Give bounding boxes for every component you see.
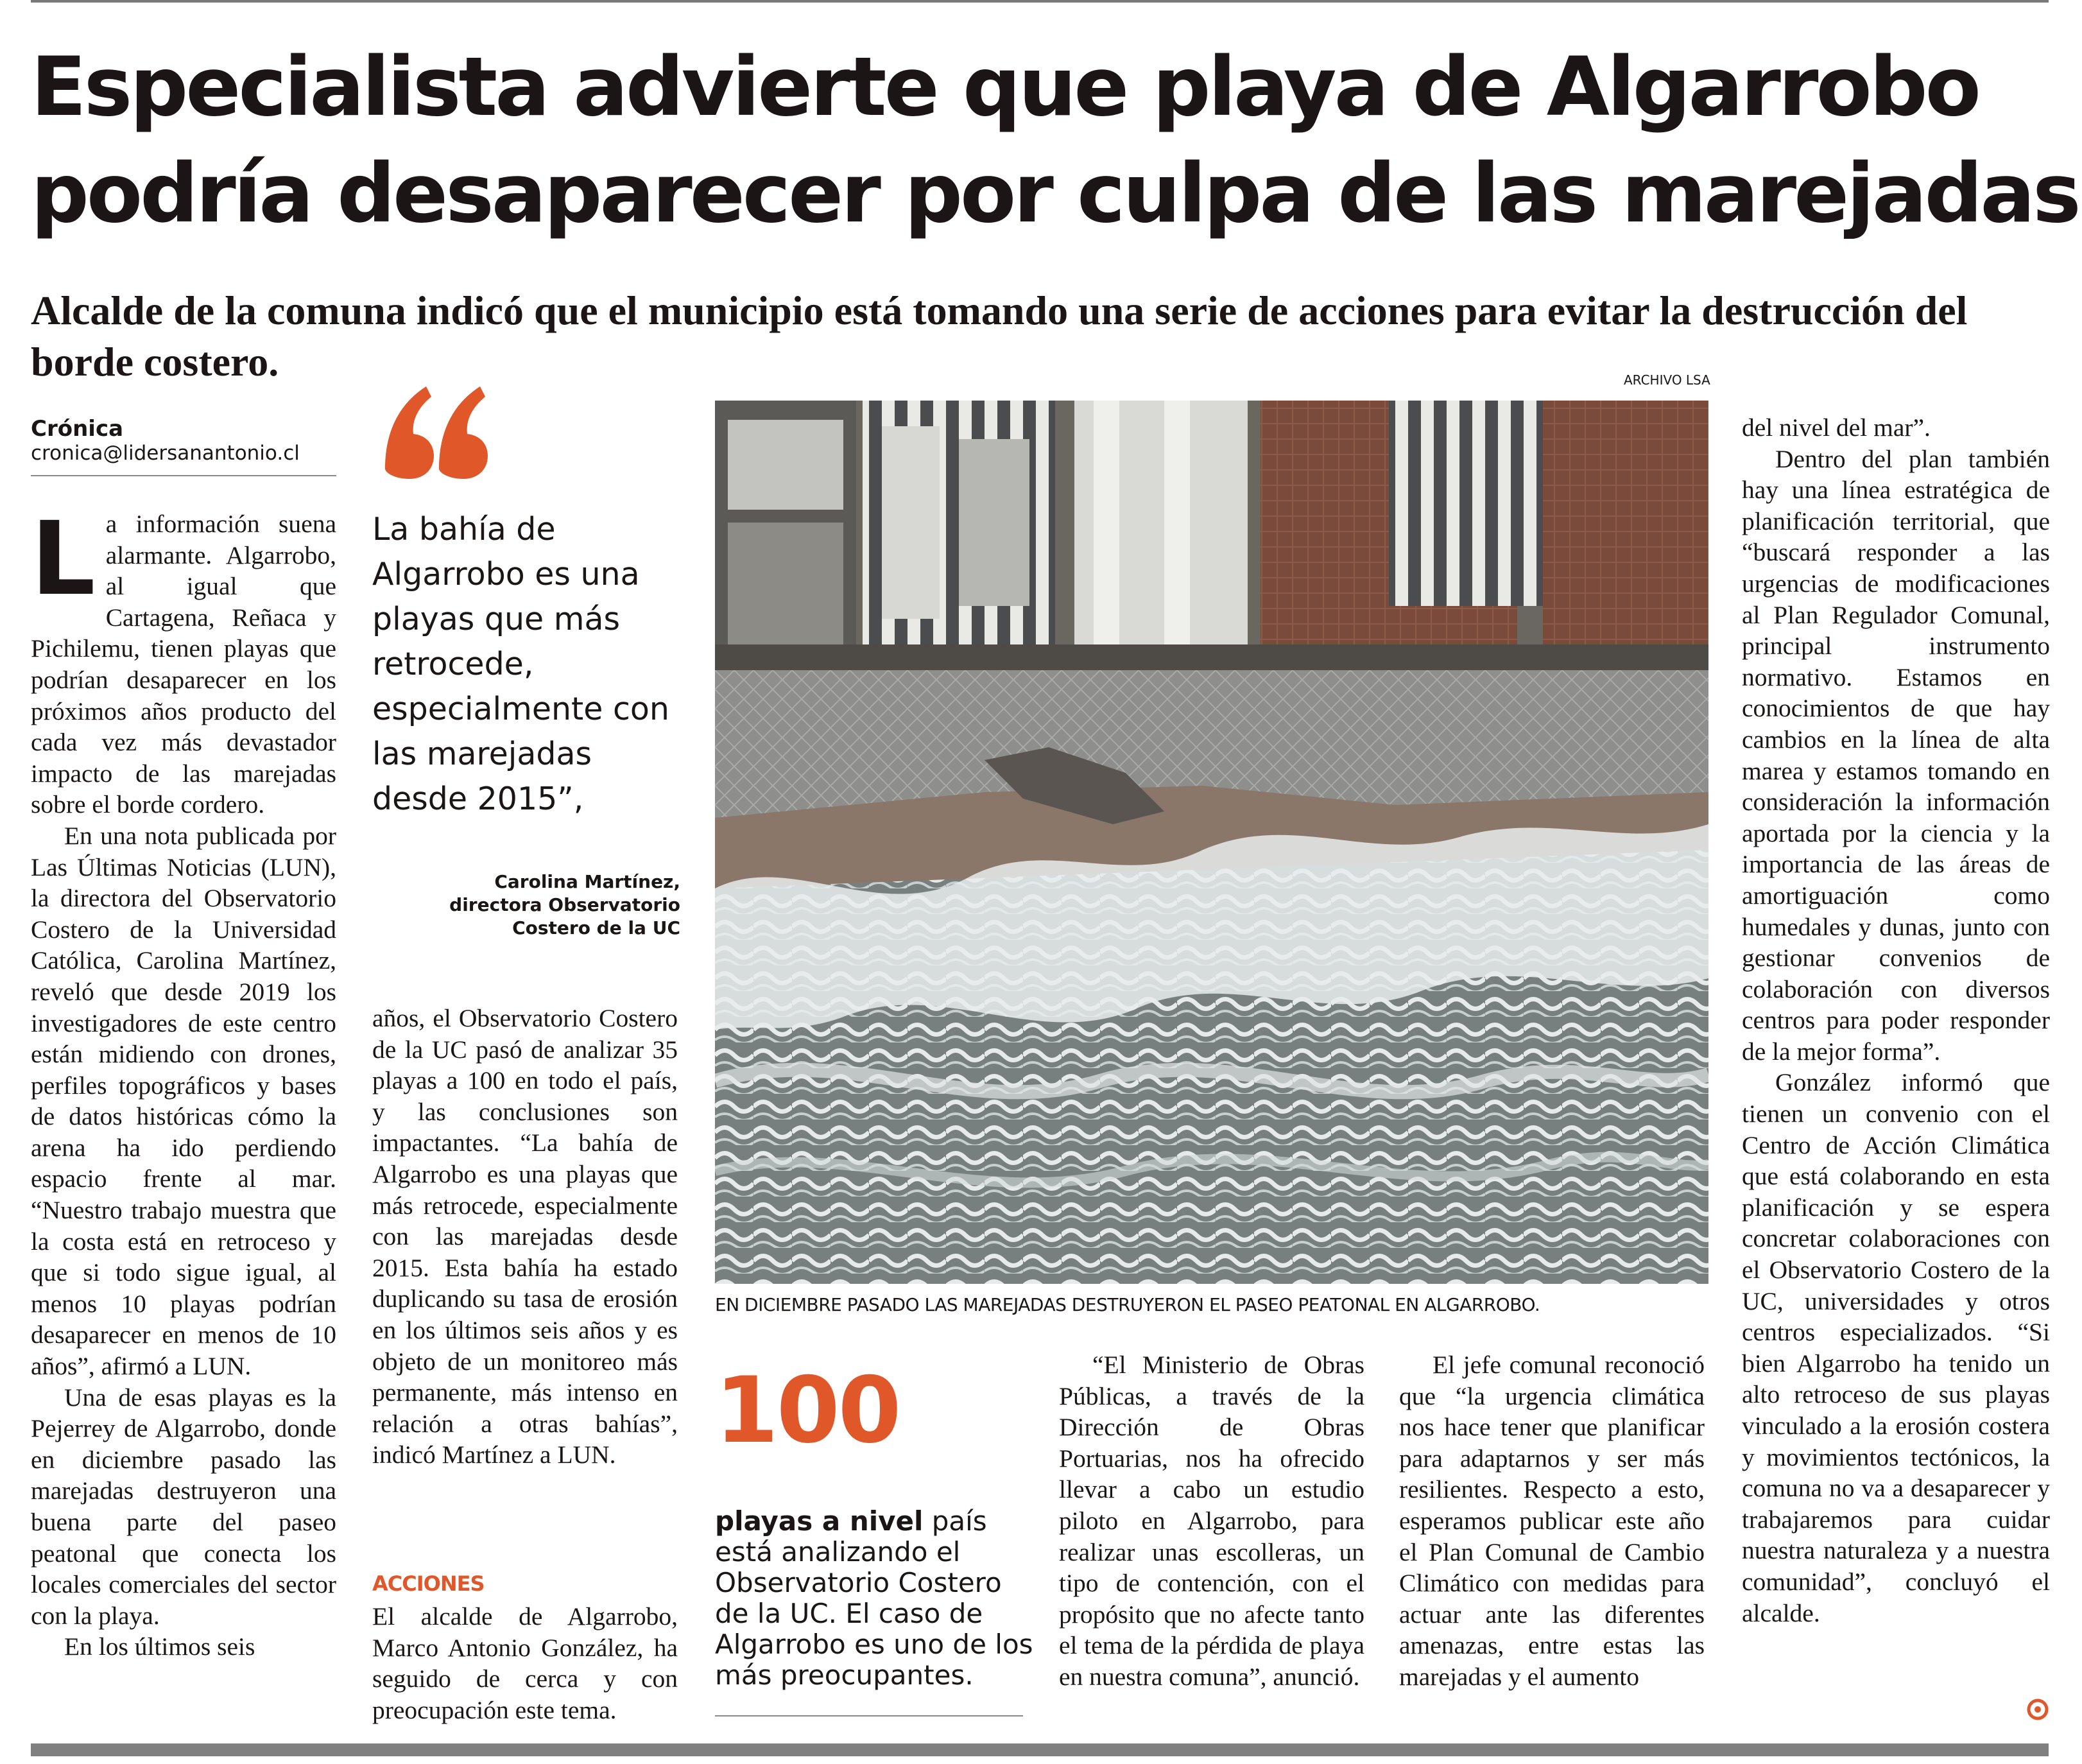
paragraph-8: El jefe comunal reconoció que “la urgencia climática nos hace tener que planificar para adaptarnos y ser más resilientes. Respecto a esto, esperamos publicar este año el Plan Comunal de Cambio Climático con medidas para actuar ante las diferentes amenazas, entre estas las marejadas y el aumento bbox=[1399, 1351, 1705, 1691]
stat-rule bbox=[715, 1715, 1023, 1716]
aerial-beach-photo bbox=[715, 401, 1708, 1284]
body-column-4 bbox=[1059, 1349, 1364, 1693]
body-column-2 bbox=[372, 1003, 678, 1471]
headline bbox=[31, 33, 2079, 246]
byline-rule bbox=[31, 475, 336, 476]
section-subhead: ACCIONES bbox=[372, 1571, 485, 1596]
pull-quote-role: directora Observatorio Costero de la UC bbox=[449, 894, 680, 938]
stat-number: 100 bbox=[715, 1358, 900, 1464]
pull-quote-text: La bahía de Algarrobo es una playas que más retrocede, especialmente con las marejadas desde 2015”, bbox=[372, 511, 669, 817]
photo-credit: ARCHIVO LSA bbox=[1624, 372, 1710, 388]
end-mark-icon bbox=[2027, 1699, 2049, 1720]
body-column-6 bbox=[1742, 412, 2050, 1629]
pull-quote-author: Carolina Martínez, bbox=[494, 871, 680, 892]
paragraph-2: En una nota publicada por Las Últimas Noticias (LUN), la directora del Observatorio Costero de la Universidad Católica, Carolina Martínez, reveló que desde 2019 los investigadores de este centro están midiendo con drones, perfiles topográficos y bases de datos históricas cómo la arena ha ido perdiendo espacio frente al mar. “Nuestro trabajo muestra que la costa está en retroceso y que si todo sigue igual, al menos 10 playas podrían desaparecer en menos de 10 años”, afirmó a LUN. bbox=[31, 821, 336, 1381]
paragraph-3: Una de esas playas es la Pejerrey de Algarrobo, donde en diciembre pasado las marejadas destruyeron una buena parte del paseo peatonal que conecta los locales comerciales del sector con la playa. bbox=[31, 1383, 336, 1630]
paragraph-7: “El Ministerio de Obras Públicas, a través de la Dirección de Obras Portuarias, nos ha ofrecido llevar a cabo un estudio piloto en Algarrobo, para realizar unas escolleras, un tipo de contención, con el propósito que no afecte tanto el tema de la pérdida de playa en nuestra comuna”, anunció. bbox=[1059, 1351, 1364, 1691]
headline-line-1: Especialista advierte que playa de Algarrobo bbox=[31, 39, 1979, 134]
quote-mark-icon bbox=[380, 372, 489, 481]
bottom-rule bbox=[31, 1743, 2049, 1756]
body-column-2b bbox=[372, 1601, 678, 1725]
body-column-5 bbox=[1399, 1349, 1705, 1693]
byline-section: Crónica bbox=[31, 416, 124, 442]
photo-caption: EN DICIEMBRE PASADO LAS MAREJADAS DESTRUYERON EL PASEO PEATONAL EN ALGARROBO. bbox=[715, 1294, 1540, 1315]
headline-line-2: podría desaparecer por culpa de las marejadas bbox=[31, 146, 2079, 241]
drop-cap: L bbox=[31, 500, 96, 618]
stat-lead: playas a nivel bbox=[715, 1505, 924, 1537]
top-rule bbox=[31, 0, 2049, 3]
paragraph-10: González informó que tienen un convenio con el Centro de Acción Climática que está colaborando en esta planificación y se espera concretar colaboraciones con el Observatorio Costero de la UC, universidades y otros centros especializados. “Si bien Algarrobo ha tenido un alto retroceso de sus playas vinculado a la erosión costera y movimientos tectónicos, la comuna no va a desaparecer y trabajaremos para cuidar nuestra naturaleza y a nuestra comunidad”, concluyó el alcalde. bbox=[1742, 1068, 2050, 1627]
stat-rest: país está analizando el Observatorio Costero de la UC. El caso de Algarrobo es uno de los más preocupantes. bbox=[715, 1505, 1033, 1691]
stat-text bbox=[715, 1506, 1036, 1691]
paragraph-6: El alcalde de Algarrobo, Marco Antonio González, ha seguido de cerca y con preocupación este tema. bbox=[372, 1602, 678, 1724]
byline-email[interactable]: cronica@lidersanantonio.cl bbox=[31, 442, 300, 465]
paragraph-4: En los últimos seis bbox=[64, 1632, 255, 1661]
body-column-1 bbox=[31, 500, 336, 1663]
paragraph-8-continuation: del nivel del mar”. bbox=[1742, 413, 1931, 442]
paragraph-5: años, el Observatorio Costero de la UC pasó de analizar 35 playas a 100 en todo el país, y las conclusiones son impactantes. “La bahía de Algarrobo es una playas que más retrocede, especialmente con las marejadas desde 2015. Esta bahía ha estado duplicando su tasa de erosión en los últimos seis años y es objeto de un monitoreo más permanente, más intenso en relación a otras bahías”, indicó Martínez a LUN. bbox=[372, 1004, 678, 1469]
deck: Alcalde de la comuna indicó que el municipio está tomando una serie de acciones para evitar la destrucción del borde costero. bbox=[31, 288, 1968, 385]
paragraph-1-text: a información suena alarmante. Algarrobo, al igual que Cartagena, Reñaca y Pichilemu, tienen playas que podrían desaparecer en los próximos años producto del cada vez más devastador impacto de las marejadas sobre el borde cordero. bbox=[31, 510, 336, 819]
paragraph-9: Dentro del plan también hay una línea estratégica de planificación territorial, que “buscará responder a las urgencias de modificaciones al Plan Regulador Comunal, principal instrumento normativo. Estamos en conocimientos de que hay cambios en la línea de alta marea y estamos tomando en consideración la información aportada por la ciencia y la importancia de las áreas de amortiguación como humedales y dunas, junto con gestionar convenios de colaboración con diversos centros para poder responder de la mejor forma”. bbox=[1742, 444, 2050, 1066]
paragraph-1 bbox=[31, 500, 336, 820]
pull-quote-attribution bbox=[359, 870, 680, 940]
